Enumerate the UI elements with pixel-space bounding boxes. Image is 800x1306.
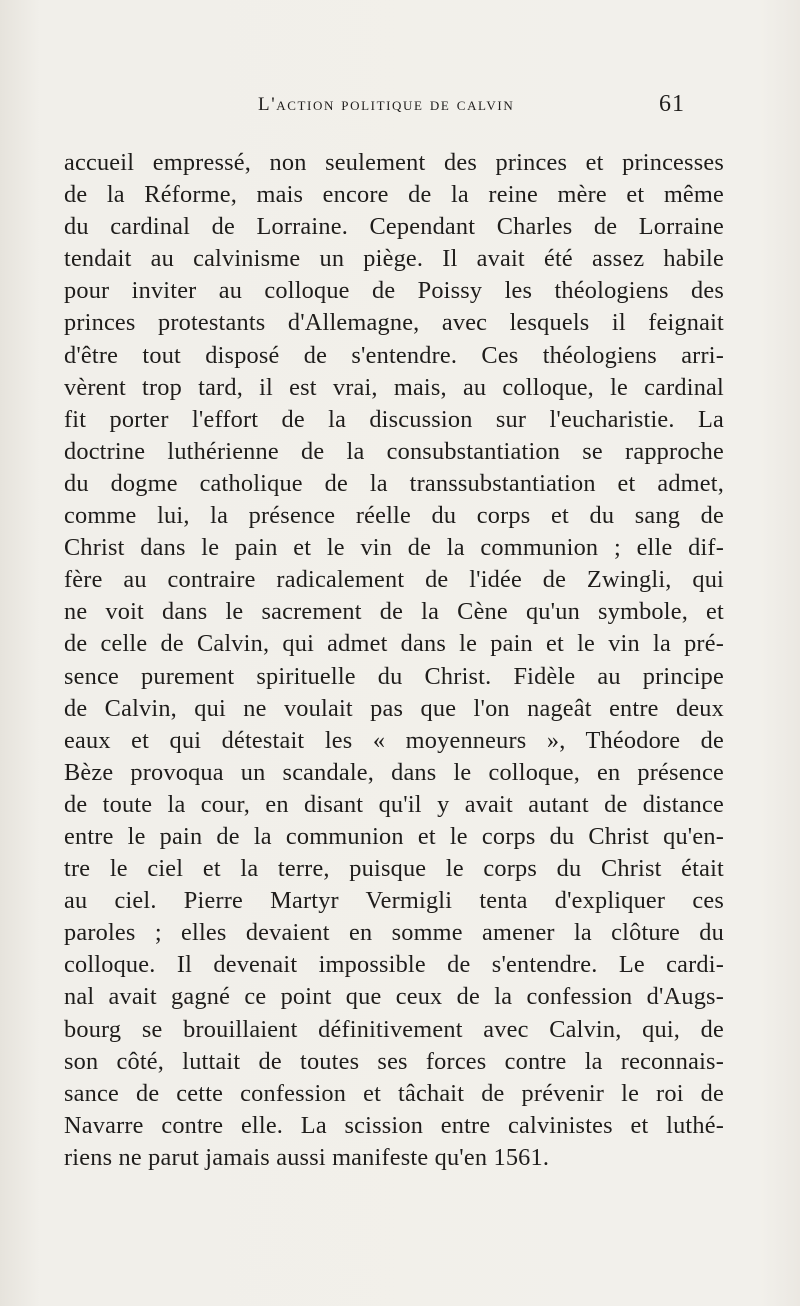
text-line: bourg se brouillaient définitivement avec Calvin, qui, de bbox=[64, 1015, 724, 1043]
text-line: paroles ; elles devaient en somme amener la clôture du bbox=[64, 919, 724, 947]
page-number: 61 bbox=[659, 91, 685, 117]
text-line: accueil empressé, non seulement des princes et princesses bbox=[64, 149, 724, 176]
text-line: nal avait gagné ce point que ceux de la confession d'Augs- bbox=[64, 983, 724, 1011]
text-line: au ciel. Pierre Martyr Vermigli tenta d'expliquer ces bbox=[64, 887, 724, 915]
text-line: de la Réforme, mais encore de la reine mère et même bbox=[64, 181, 724, 209]
text-line: sence purement spirituelle du Christ. Fidèle au principe bbox=[64, 662, 724, 690]
text-line: sance de cette confession et tâchait de prévenir le roi de bbox=[64, 1079, 724, 1107]
text-line: princes protestants d'Allemagne, avec lesquels il feignait bbox=[64, 309, 724, 337]
text-line: vèrent trop tard, il est vrai, mais, au colloque, le cardinal bbox=[64, 373, 724, 401]
running-head-title: L'action politique de calvin bbox=[258, 94, 515, 115]
text-line: de Calvin, qui ne voulait pas que l'on nageât entre deux bbox=[64, 694, 724, 722]
text-line: Navarre contre elle. La scission entre calvinistes et luthé- bbox=[64, 1111, 724, 1139]
text-line: comme lui, la présence réelle du corps et du sang de bbox=[64, 502, 724, 530]
text-line: riens ne parut jamais aussi manifeste qu'en 1561. bbox=[64, 1143, 550, 1171]
text-line: du cardinal de Lorraine. Cependant Charles de Lorraine bbox=[64, 213, 724, 241]
text-line: colloque. Il devenait impossible de s'entendre. Le cardi- bbox=[64, 951, 724, 979]
text-line: eaux et qui détestait les « moyenneurs », Théodore de bbox=[64, 726, 724, 754]
text-line: fit porter l'effort de la discussion sur l'eucharistie. La bbox=[64, 405, 724, 433]
text-line: d'être tout disposé de s'entendre. Ces théologiens arri- bbox=[64, 341, 724, 369]
text-line: entre le pain de la communion et le corps du Christ qu'en- bbox=[64, 822, 724, 850]
text-line: du dogme catholique de la transsubstantiation et admet, bbox=[64, 469, 724, 497]
text-line: pour inviter au colloque de Poissy les théologiens des bbox=[64, 277, 724, 305]
text-line: de celle de Calvin, qui admet dans le pain et le vin la pré- bbox=[64, 630, 724, 658]
text-line: Christ dans le pain et le vin de la communion ; elle dif- bbox=[64, 534, 724, 562]
text-line: tendait au calvinisme un piège. Il avait été assez habile bbox=[64, 245, 724, 273]
text-line: doctrine luthérienne de la consubstantiation se rapproche bbox=[64, 437, 724, 465]
text-line: de toute la cour, en disant qu'il y avait autant de distance bbox=[64, 790, 724, 818]
running-head bbox=[0, 91, 800, 134]
text-line: fère au contraire radicalement de l'idée de Zwingli, qui bbox=[64, 566, 724, 594]
text-line: tre le ciel et la terre, puisque le corps du Christ était bbox=[64, 855, 724, 883]
text-line: son côté, luttait de toutes ses forces contre la reconnais- bbox=[64, 1047, 724, 1075]
text-line: ne voit dans le sacrement de la Cène qu'un symbole, et bbox=[64, 598, 724, 626]
text-line: Bèze provoqua un scandale, dans le colloque, en présence bbox=[64, 758, 724, 786]
body-text bbox=[64, 147, 724, 1174]
